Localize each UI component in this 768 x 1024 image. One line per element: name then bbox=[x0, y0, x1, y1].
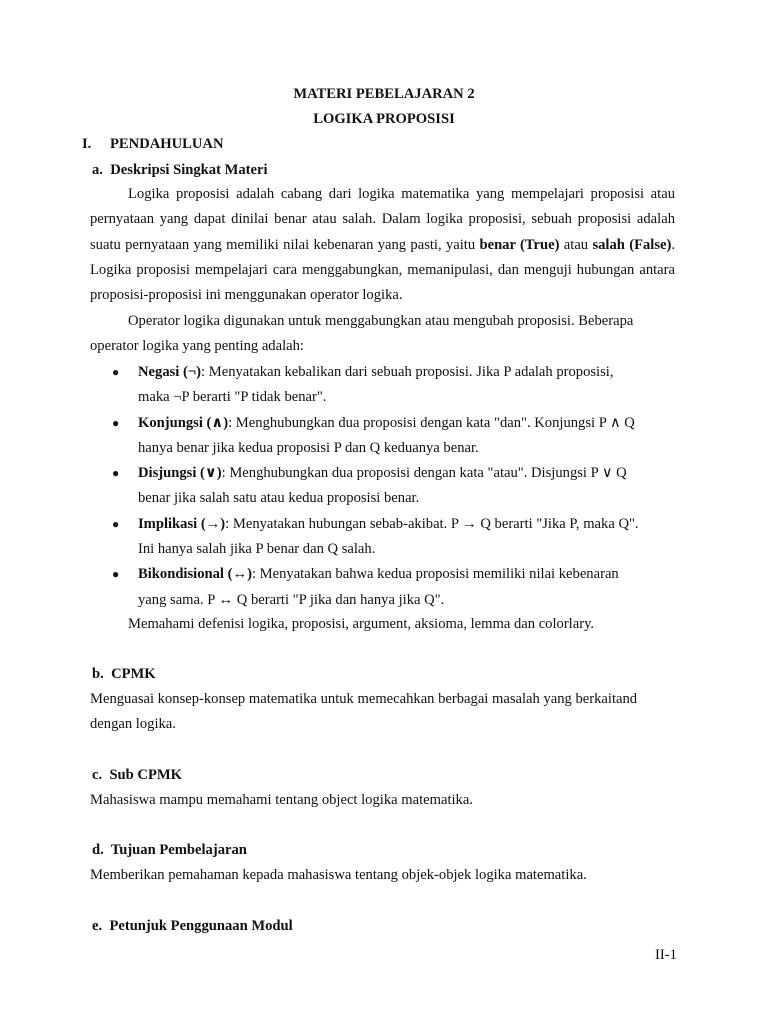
chapter-title: PENDAHULUAN bbox=[110, 136, 224, 152]
section-a-title: Deskripsi Singkat Materi bbox=[110, 162, 268, 178]
operator-desc-line-2: yang sama. P ↔ Q berarti "P jika dan hanya jika Q". bbox=[138, 591, 445, 608]
bullet-icon: ● bbox=[112, 365, 120, 379]
operator-desc-line-1: : Menghubungkan dua proposisi dengan kata "dan". Konjungsi P ∧ Q bbox=[228, 414, 635, 431]
section-a-paragraph-1 bbox=[90, 182, 675, 308]
operator-term: Implikasi (→) bbox=[138, 515, 226, 532]
para1-text-2: atau bbox=[559, 236, 593, 253]
document-title: MATERI PEBELAJARAN 2 bbox=[293, 86, 475, 102]
section-b-body-line-2: dengan logika. bbox=[90, 716, 176, 732]
section-d-label: d. bbox=[92, 842, 104, 858]
operator-term: Bikondisional (↔) bbox=[138, 566, 252, 583]
operator-desc-line-1: : Menyatakan hubungan sebab-akibat. P → Q berarti "Jika P, maka Q". bbox=[225, 515, 639, 532]
section-c-heading bbox=[92, 767, 182, 784]
section-b-heading bbox=[92, 666, 156, 683]
bullet-icon: ● bbox=[112, 466, 120, 481]
operator-desc-line-2: hanya benar jika kedua proposisi P dan Q keduanya benar. bbox=[138, 439, 479, 456]
section-c-label: c. bbox=[92, 767, 103, 783]
chapter-number: I. bbox=[82, 136, 92, 152]
section-d-title: Tujuan Pembelajaran bbox=[110, 842, 247, 858]
operator-item-konjungsi bbox=[112, 411, 682, 462]
para1-bold-true: benar (True) bbox=[479, 236, 560, 253]
page-number: II-1 bbox=[655, 947, 677, 963]
operator-desc-line-1: : Menghubungkan dua proposisi dengan kata "atau". Disjungsi P ∨ Q bbox=[221, 465, 627, 482]
section-e-title: Petunjuk Penggunaan Modul bbox=[109, 918, 293, 934]
para1-text-1: Logika proposisi adalah cabang dari logika matematika yang mempelajari proposisi atau pernyataan yang dapat dinilai benar atau salah. Dalam logika proposisi, sebuah proposisi adalah suatu pernyataan yang memiliki nilai kebenaran yang pasti, yaitu bbox=[90, 186, 675, 253]
section-a-label: a. bbox=[92, 162, 103, 178]
section-d-body: Memberikan pemahaman kepada mahasiswa tentang objek-objek logika matematika. bbox=[90, 867, 587, 883]
section-b-body-line-1: Menguasai konsep-konsep matematika untuk memecahkan berbagai masalah yang berkaitand bbox=[90, 691, 638, 707]
document-subtitle: LOGIKA PROPOSISI bbox=[313, 111, 455, 127]
bullet-icon: ● bbox=[112, 516, 120, 531]
para1-text-3: . Logika proposisi mempelajari cara menggabungkan, memanipulasi, dan menguji hubungan antara proposisi-proposisi ini menggunakan operator logika. bbox=[90, 236, 676, 304]
operator-item-implikasi bbox=[112, 512, 682, 563]
operator-term: Disjungsi (∨) bbox=[138, 465, 222, 482]
section-e-heading bbox=[92, 918, 293, 935]
bullet-icon: ● bbox=[112, 567, 120, 582]
section-b-title: CPMK bbox=[111, 666, 156, 682]
operator-desc-line-2: benar jika salah satu atau kedua proposisi benar. bbox=[138, 490, 420, 507]
operator-term: Negasi (¬) bbox=[138, 364, 202, 380]
operator-item-disjungsi bbox=[112, 461, 682, 512]
operator-desc-line-2: Ini hanya salah jika P benar dan Q salah. bbox=[138, 541, 376, 558]
bullet-icon: ● bbox=[112, 415, 120, 430]
section-c-body: Mahasiswa mampu memahami tentang object logika matematika. bbox=[90, 792, 473, 808]
operator-item-negasi bbox=[112, 360, 682, 411]
operator-desc-line-1: : Menyatakan kebalikan dari sebuah proposisi. Jika P adalah proposisi, bbox=[201, 364, 614, 380]
section-e-label: e. bbox=[92, 918, 103, 934]
operator-term: Konjungsi (∧) bbox=[138, 414, 229, 431]
para1-bold-false: salah (False) bbox=[592, 236, 672, 253]
section-a-heading bbox=[92, 162, 268, 179]
section-b-label: b. bbox=[92, 666, 104, 682]
operator-desc-line-2: maka ¬P berarti "P tidak benar". bbox=[138, 389, 327, 406]
section-d-heading bbox=[92, 842, 247, 859]
section-a-paragraph-2-line-2: operator logika yang penting adalah: bbox=[90, 338, 304, 354]
operator-item-bikondisional bbox=[112, 562, 682, 613]
section-a-closing: Memahami defenisi logika, proposisi, argument, aksioma, lemma dan colorlary. bbox=[128, 616, 595, 632]
operator-list bbox=[112, 360, 682, 613]
operator-desc-line-1: : Menyatakan bahwa kedua proposisi memiliki nilai kebenaran bbox=[251, 566, 619, 583]
section-c-title: Sub CPMK bbox=[109, 767, 183, 783]
section-a-paragraph-2-line-1: Operator logika digunakan untuk menggabungkan atau mengubah proposisi. Beberapa bbox=[128, 313, 634, 329]
